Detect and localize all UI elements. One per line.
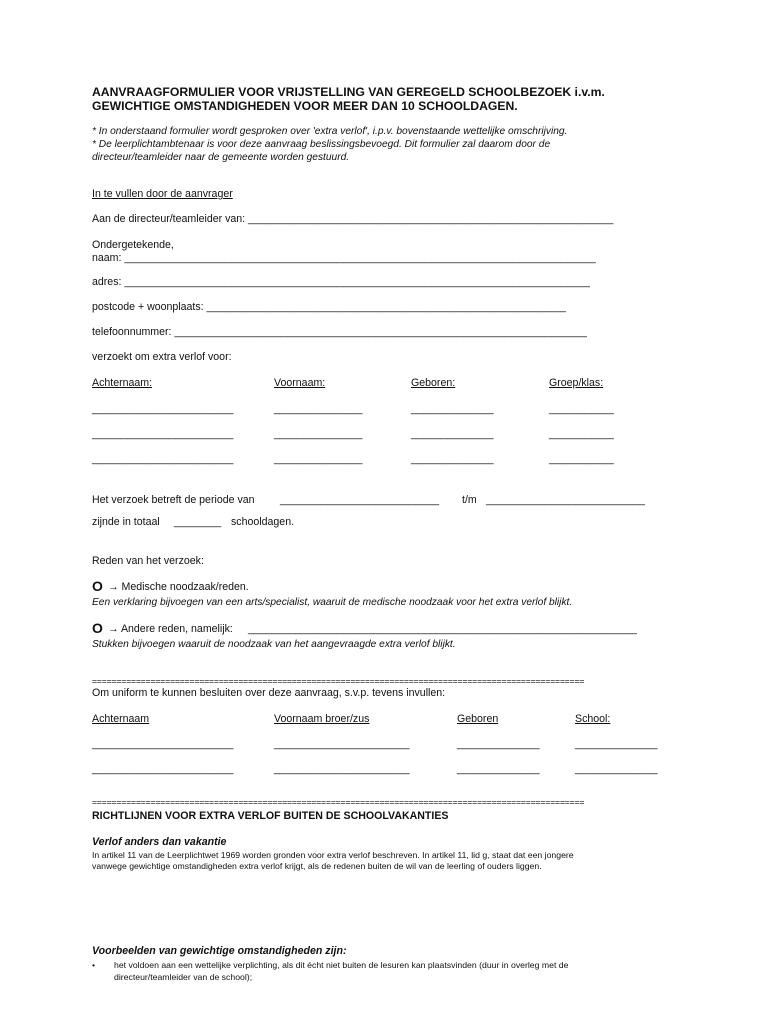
bullet-1-line-1: het voldoen aan een wettelijke verplichting, als dit écht niet buiten de lesuren kan plaatsvinden (duur in overleg met de	[114, 960, 569, 970]
postcode-field[interactable]: postcode + woonplaats: _____________________________________________________________	[92, 301, 566, 313]
children-header-group: Groep/klas:	[549, 377, 604, 389]
siblings-row-1-firstname[interactable]: _______________________	[274, 738, 410, 750]
guidelines-subheading-1: Verlof anders dan vakantie	[92, 836, 227, 848]
children-row-3-group[interactable]: ___________	[549, 453, 614, 465]
period-tm-label: t/m	[462, 494, 477, 506]
other-reason-label: → Andere reden, namelijk:	[108, 623, 233, 635]
section-divider-2: =====================================================================================================	[92, 797, 585, 807]
guidelines-subheading-2: Voorbeelden van gewichtige omstandigheden zijn:	[92, 945, 347, 957]
guidelines-paragraph-line-1: In artikel 11 van de Leerplichtwet 1969 worden gronden voor extra verlof beschreven. In artikel 11, lid g, staat dat een jongere	[92, 850, 574, 860]
form-title-line-1: AANVRAAGFORMULIER VOOR VRIJSTELLING VAN GEREGELD SCHOOLBEZOEK i.v.m.	[92, 85, 605, 99]
children-row-2-lastname[interactable]: ________________________	[92, 428, 234, 440]
guidelines-heading: RICHTLIJNEN VOOR EXTRA VERLOF BUITEN DE SCHOOLVAKANTIES	[92, 810, 449, 822]
siblings-row-2-born[interactable]: ______________	[457, 763, 540, 775]
siblings-header-born: Geboren	[457, 713, 499, 725]
school-days-label: schooldagen.	[231, 516, 295, 528]
children-row-1-lastname[interactable]: ________________________	[92, 403, 234, 415]
section-divider-1: =====================================================================================================	[92, 676, 585, 686]
children-row-3-firstname[interactable]: _______________	[274, 453, 363, 465]
note-line-2: * De leerplichtambtenaar is voor deze aanvraag beslissingsbevoegd. Dit formulier zal daarom door de	[92, 139, 551, 150]
children-row-2-firstname[interactable]: _______________	[274, 428, 363, 440]
siblings-intro: Om uniform te kunnen besluiten over deze aanvraag, s.v.p. tevens invullen:	[92, 687, 446, 699]
note-line-3: directeur/teamleider naar de gemeente worden gestuurd.	[92, 152, 350, 163]
children-row-1-born[interactable]: ______________	[411, 403, 494, 415]
reason-heading: Reden van het verzoek:	[92, 555, 204, 567]
period-from-field[interactable]: ___________________________	[280, 494, 440, 506]
siblings-row-2-firstname[interactable]: _______________________	[274, 763, 410, 775]
note-line-1: * In onderstaand formulier wordt gesproken over 'extra verlof', i.p.v. bovenstaande wettelijke omschrijving.	[92, 126, 568, 137]
bullet-1-line-2: directeur/teamleider van de school);	[114, 972, 253, 982]
form-title-line-2: GEWICHTIGE OMSTANDIGHEDEN VOOR MEER DAN 10 SCHOOLDAGEN.	[92, 99, 518, 113]
guidelines-paragraph-line-2: vanwege gewichtige omstandigheden extra verlof krijgt, als de redenen buiten de wil van de leerling of ouders liggen.	[92, 861, 542, 871]
children-header-lastname: Achternaam:	[92, 377, 153, 389]
siblings-row-1-lastname[interactable]: ________________________	[92, 738, 234, 750]
period-label: Het verzoek betreft de periode van	[92, 494, 255, 506]
request-label: verzoekt om extra verlof voor:	[92, 351, 232, 363]
total-days-field[interactable]: ________	[174, 516, 222, 528]
siblings-row-1-school[interactable]: ______________	[575, 738, 658, 750]
children-row-1-group[interactable]: ___________	[549, 403, 614, 415]
total-label: zijnde in totaal	[92, 516, 160, 528]
medical-reason-label: → Medische noodzaak/reden.	[108, 581, 249, 593]
children-row-2-group[interactable]: ___________	[549, 428, 614, 440]
siblings-row-2-lastname[interactable]: ________________________	[92, 763, 234, 775]
siblings-header-firstname: Voornaam broer/zus	[274, 713, 370, 725]
name-field[interactable]: naam: ________________________________________________________________________________	[92, 252, 596, 264]
children-header-firstname: Voornaam:	[274, 377, 326, 389]
medical-reason-note: Een verklaring bijvoegen van een arts/specialist, waaruit de medische noodzaak voor het extra verlof blijkt.	[92, 597, 573, 608]
children-row-1-firstname[interactable]: _______________	[274, 403, 363, 415]
children-header-born: Geboren:	[411, 377, 456, 389]
children-row-2-born[interactable]: ______________	[411, 428, 494, 440]
bullet-icon: •	[92, 960, 96, 970]
other-reason-note: Stukken bijvoegen waaruit de noodzaak van het aangevraagde extra verlof blijkt.	[92, 639, 456, 650]
siblings-row-1-born[interactable]: ______________	[457, 738, 540, 750]
medical-reason-checkbox[interactable]: O	[92, 578, 103, 594]
director-field[interactable]: Aan de directeur/teamleider van: ______________________________________________________________	[92, 213, 614, 225]
other-reason-checkbox[interactable]: O	[92, 620, 103, 636]
siblings-header-school: School:	[575, 713, 611, 725]
siblings-header-lastname: Achternaam	[92, 713, 150, 725]
signed-label: Ondergetekende,	[92, 239, 174, 251]
applicant-heading: In te vullen door de aanvrager	[92, 188, 233, 200]
children-row-3-lastname[interactable]: ________________________	[92, 453, 234, 465]
siblings-row-2-school[interactable]: ______________	[575, 763, 658, 775]
period-to-field[interactable]: ___________________________	[486, 494, 646, 506]
address-field[interactable]: adres: _______________________________________________________________________________	[92, 276, 590, 288]
children-row-3-born[interactable]: ______________	[411, 453, 494, 465]
other-reason-field[interactable]: __________________________________________________________________	[248, 623, 637, 635]
phone-field[interactable]: telefoonnummer: ______________________________________________________________________	[92, 326, 587, 338]
